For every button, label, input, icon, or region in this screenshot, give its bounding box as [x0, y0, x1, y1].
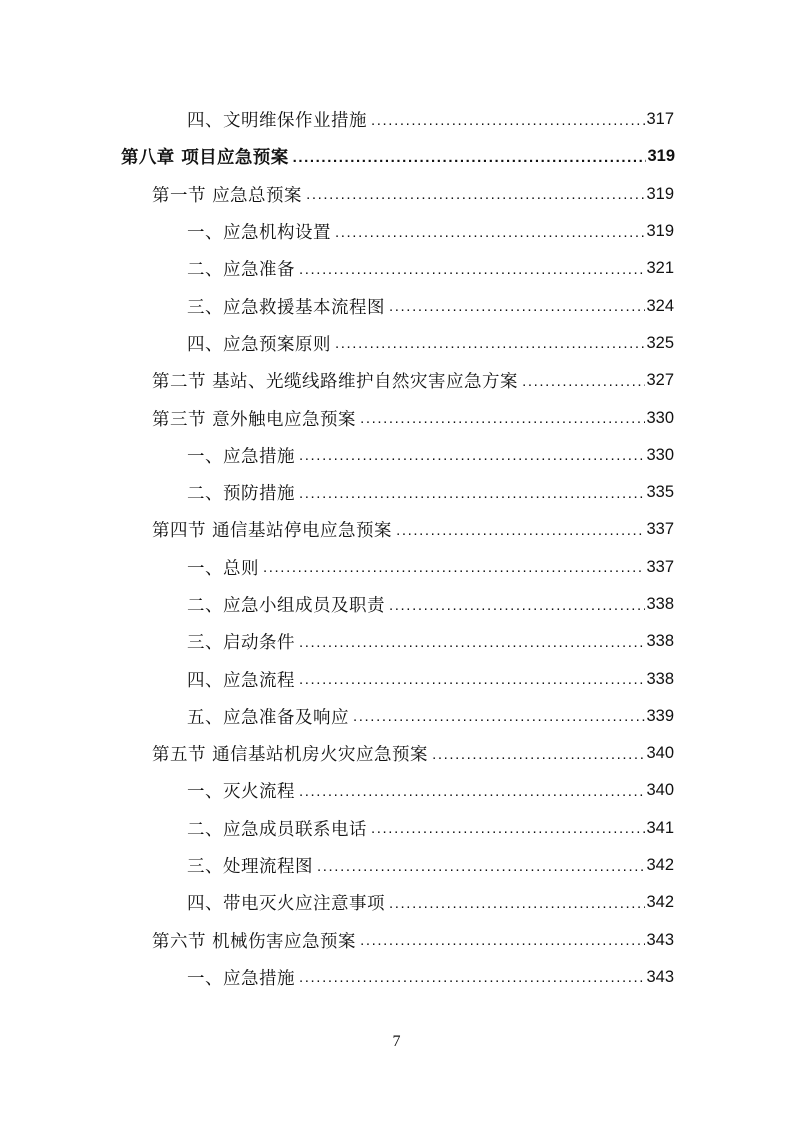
- toc-entry-title: 第三节 意外触电应急预案: [152, 409, 357, 430]
- toc-entry-item[interactable]: [0, 660, 793, 697]
- toc-entry-item[interactable]: [0, 698, 793, 735]
- toc-entry-page-number: 337: [646, 520, 674, 539]
- toc-dot-leader: [371, 112, 645, 130]
- toc-entry-item[interactable]: [0, 847, 793, 884]
- toc-entry-item[interactable]: [0, 250, 793, 287]
- toc-dot-leader: [432, 746, 645, 764]
- page-number: 7: [392, 1033, 401, 1050]
- toc-dot-leader: [353, 708, 645, 726]
- toc-entry-page-number: 325: [646, 333, 674, 352]
- toc-entry-item[interactable]: [0, 810, 793, 847]
- toc-dot-leader: [299, 447, 645, 465]
- toc-entry-title: 一、应急措施: [187, 968, 295, 989]
- toc-entry-section[interactable]: [0, 511, 793, 548]
- toc-entry-title: 一、总则: [187, 558, 259, 579]
- toc-dot-leader: [299, 969, 645, 987]
- toc-entry-page-number: 324: [646, 296, 674, 315]
- toc-entry-item[interactable]: [0, 959, 793, 996]
- toc-entry-item[interactable]: [0, 549, 793, 586]
- toc-entry-item[interactable]: [0, 287, 793, 324]
- table-of-contents: [0, 101, 793, 996]
- toc-entry-page-number: 330: [646, 408, 674, 427]
- toc-entry-page-number: 341: [646, 818, 674, 837]
- toc-entry-section[interactable]: [0, 362, 793, 399]
- toc-entry-title: 一、灭火流程: [187, 782, 295, 803]
- toc-entry-page-number: 335: [646, 483, 674, 502]
- toc-entry-page-number: 338: [646, 595, 674, 613]
- toc-entry-item[interactable]: [0, 772, 793, 809]
- toc-dot-leader: [371, 820, 645, 838]
- toc-dot-leader: [335, 224, 645, 242]
- toc-entry-page-number: 319: [646, 222, 674, 241]
- toc-dot-leader: [299, 634, 645, 652]
- toc-entry-page-number: 319: [647, 147, 675, 166]
- toc-entry-title: 第八章 项目应急预案: [121, 148, 289, 169]
- toc-entry-item[interactable]: [0, 474, 793, 511]
- toc-entry-title: 二、应急小组成员及职责: [187, 596, 385, 616]
- toc-entry-page-number: 321: [646, 259, 674, 278]
- toc-entry-title: 五、应急准备及响应: [187, 707, 349, 728]
- toc-entry-page-number: 338: [646, 632, 674, 651]
- toc-dot-leader: [396, 522, 645, 540]
- toc-entry-item[interactable]: [0, 101, 793, 138]
- toc-entry-page-number: 343: [646, 930, 674, 949]
- toc-entry-title: 第一节 应急总预案: [152, 185, 303, 206]
- toc-entry-title: 三、启动条件: [187, 633, 295, 654]
- toc-dot-leader: [522, 373, 645, 391]
- toc-entry-item[interactable]: [0, 437, 793, 474]
- toc-entry-title: 四、带电灭火应注意事项: [187, 894, 385, 915]
- toc-entry-page-number: 337: [646, 557, 674, 576]
- toc-entry-title: 二、应急成员联系电话: [187, 819, 367, 840]
- toc-entry-page-number: 330: [646, 445, 674, 464]
- toc-entry-page-number: 342: [646, 893, 674, 912]
- toc-dot-leader: [360, 410, 645, 428]
- toc-entry-title: 第六节 机械伤害应急预案: [152, 931, 357, 952]
- toc-dot-leader: [335, 335, 645, 353]
- toc-entry-page-number: 343: [646, 967, 674, 986]
- toc-dot-leader: [293, 149, 647, 167]
- toc-entry-title: 三、处理流程图: [187, 857, 313, 878]
- toc-entry-title: 第五节 通信基站机房火灾应急预案: [152, 745, 429, 766]
- toc-entry-item[interactable]: [0, 884, 793, 921]
- toc-entry-item[interactable]: [0, 213, 793, 250]
- toc-entry-section[interactable]: [0, 922, 793, 959]
- toc-dot-leader: [317, 858, 645, 876]
- toc-entry-title: 一、应急措施: [187, 446, 295, 467]
- toc-entry-page-number: 317: [646, 110, 674, 129]
- toc-dot-leader: [389, 298, 645, 316]
- toc-entry-section[interactable]: [0, 399, 793, 436]
- toc-entry-item[interactable]: [0, 325, 793, 362]
- toc-dot-leader: [306, 186, 645, 204]
- toc-entry-page-number: 340: [646, 744, 674, 763]
- toc-entry-page-number: 327: [646, 371, 674, 390]
- toc-entry-item[interactable]: [0, 623, 793, 660]
- toc-entry-page-number: 338: [646, 669, 674, 688]
- toc-entry-title: 四、应急流程: [187, 670, 295, 691]
- toc-entry-item[interactable]: [0, 586, 793, 623]
- toc-dot-leader: [299, 783, 645, 801]
- toc-entry-title: 一、应急机构设置: [187, 223, 331, 244]
- toc-entry-page-number: 339: [646, 706, 674, 725]
- toc-dot-leader: [389, 895, 645, 913]
- toc-entry-page-number: 319: [646, 184, 674, 203]
- toc-entry-title: 二、应急准备: [187, 260, 295, 281]
- toc-entry-section[interactable]: [0, 176, 793, 213]
- toc-entry-title: 第四节 通信基站停电应急预案: [152, 521, 393, 542]
- toc-entry-section[interactable]: [0, 735, 793, 772]
- toc-dot-leader: [299, 261, 645, 279]
- toc-entry-chapter[interactable]: [0, 138, 793, 175]
- toc-entry-page-number: 340: [646, 781, 674, 800]
- toc-entry-title: 第二节 基站、光缆线路维护自然灾害应急方案: [152, 372, 519, 393]
- toc-entry-title: 二、预防措施: [187, 484, 295, 505]
- toc-dot-leader: [263, 559, 645, 577]
- toc-entry-title: 四、应急预案原则: [187, 334, 331, 355]
- toc-dot-leader: [299, 485, 645, 503]
- toc-dot-leader: [299, 671, 645, 689]
- toc-dot-leader: [360, 932, 645, 950]
- toc-entry-title: 三、应急救援基本流程图: [187, 297, 385, 318]
- toc-entry-title: 四、文明维保作业措施: [187, 111, 367, 132]
- toc-entry-page-number: 342: [646, 856, 674, 875]
- toc-dot-leader: [389, 597, 645, 615]
